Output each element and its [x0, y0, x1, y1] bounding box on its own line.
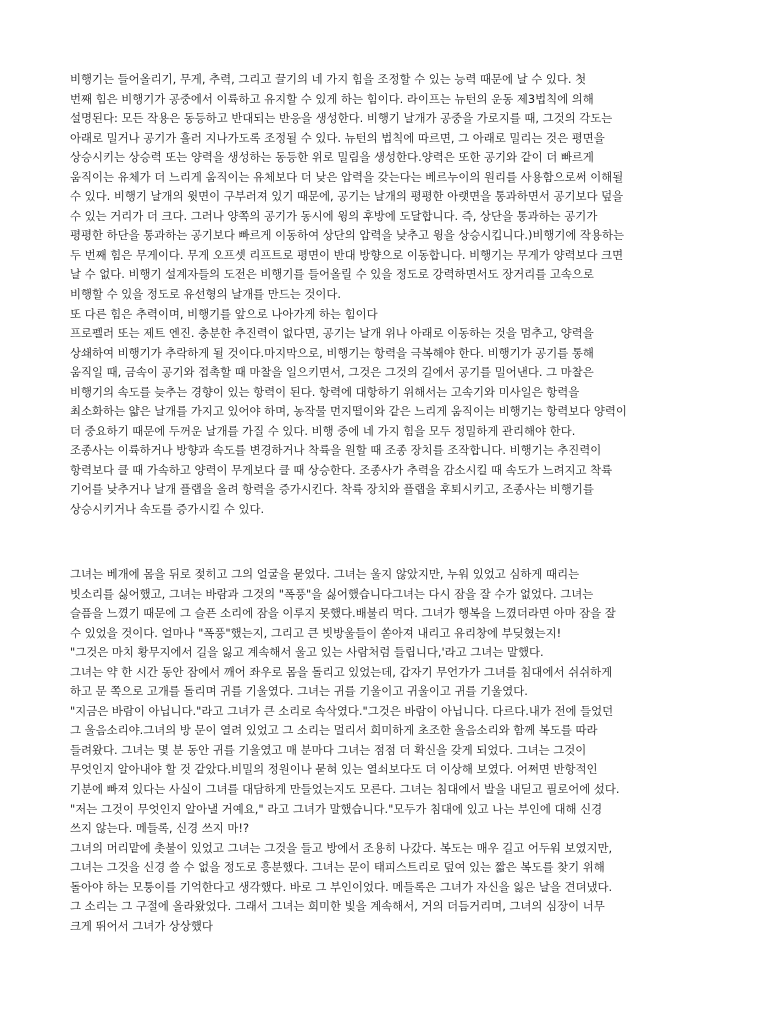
- text-line: 두 번째 힘은 무게이다. 무게 오프셋 리프트로 평면이 반대 방향으로 이동합니다. 비행기는 무게가 양력보다 크면: [70, 247, 624, 262]
- text-line: 날 수 없다. 비행기 설계자들의 도전은 비행기를 들어올릴 수 있을 정도로 강력하면서도 장거리를 고속으로: [70, 267, 594, 282]
- text-line: 그녀는 약 한 시간 동안 잠에서 깨어 좌우로 몸을 돌리고 있었는데, 갑자기 무언가가 그녀를 침대에서 쉬쉬하게: [70, 664, 613, 679]
- text-line: 무엇인지 알아내야 할 것 같았다.비밀의 정원이나 묻혀 있는 열쇠보다도 더 이상해 보였다. 어쩌면 반항적인: [70, 762, 598, 777]
- text-line: "저는 그것이 무엇인지 알아낼 거예요," 라고 그녀가 말했습니다."모두가 침대에 있고 나는 부인에 대해 신경: [70, 801, 603, 816]
- text-line: 항력보다 클 때 가속하고 양력이 무게보다 클 때 상승한다. 조종사가 추력을 감소시킬 때 속도가 느려지고 착륙: [70, 462, 613, 477]
- text-line: 하고 문 쪽으로 고개를 돌리며 귀를 기울였다. 그녀는 귀를 기울이고 귀울이고 귀를 기울였다.: [70, 684, 528, 699]
- text-line: "그것은 마치 황무지에서 길을 잃고 계속해서 울고 있는 사람처럼 들립니다,'라고 그녀는 말했다.: [70, 645, 544, 660]
- text-line: 비행기의 속도를 늦추는 경향이 있는 항력이 된다. 항력에 대항하기 위해서는 고속기와 미사일은 항력을: [70, 384, 580, 399]
- text-line: 그 울음소리야.그녀의 방 문이 열려 있었고 그 소리는 멀리서 희미하게 초조한 울음소리와 함께 복도를 따라: [70, 723, 598, 738]
- story-text-block: [70, 565, 716, 936]
- text-line: 최소화하는 얇은 날개를 가지고 있어야 하며, 농작물 먼지떨이와 같은 느리게 움직이는 비행기는 항력보다 양력이: [70, 404, 627, 419]
- text-line: 상승시키거나 속도를 증가시킬 수 있다.: [70, 502, 265, 517]
- text-line: 들려왔다. 그녀는 몇 분 동안 귀를 기울였고 매 분마다 그녀는 점점 더 확신을 갖게 되었다. 그녀는 그것이: [70, 742, 587, 757]
- text-line: 설명된다: 모든 작용은 동등하고 반대되는 반응을 생성한다. 비행기 날개가 공중을 가로지를 때, 그것의 각도는: [70, 111, 613, 126]
- text-line: 수 있다. 비행기 날개의 윗면이 구부러져 있기 때문에, 공기는 날개의 평평한 아랫면을 통과하면서 공기보다 덮을: [70, 189, 624, 204]
- text-line: 그녀의 머리맡에 촛불이 있었고 그녀는 그것을 들고 방에서 조용히 나갔다. 복도는 매우 길고 어두워 보였지만,: [70, 840, 613, 855]
- text-line: 슬픔을 느꼈기 때문에 그 슬픈 소리에 잠을 이루지 못했다.배불리 먹다. 그녀가 행복을 느꼈더라면 아마 잠을 잘: [70, 606, 616, 621]
- text-line: 기어를 낮추거나 날개 플랩을 올려 항력을 증가시킨다. 착륙 장치와 플랩을 후퇴시키고, 조종사는 비행기를: [70, 482, 594, 497]
- text-line: 프로펠러 또는 제트 엔진. 충분한 추진력이 없다면, 공기는 날개 위나 아래로 이동하는 것을 멈추고, 양력을: [70, 326, 594, 341]
- text-line: 그 소리는 그 구절에 올라왔었다. 그래서 그녀는 희미한 빛을 계속해서, 거의 더듬거리며, 그녀의 심장이 너무: [70, 899, 605, 914]
- text-line: 아래로 밀거나 공기가 흘러 지나가도록 조정될 수 있다. 뉴턴의 법칙에 따르면, 그 아래로 밀리는 것은 평면을: [70, 130, 605, 145]
- text-line: 그녀는 그것을 신경 쓸 수 없을 정도로 흥분했다. 그녀는 문이 태피스트리로 덮여 있는 짧은 복도를 찾기 위해: [70, 860, 605, 875]
- text-line: 쓰지 않는다. 메들록, 신경 쓰지 마!?: [70, 821, 250, 836]
- text-line: 평평한 하단을 통과하는 공기보다 빠르게 이동하여 상단의 압력을 낮추고 윙을 상승시킵니다.)비행기에 작용하는: [70, 228, 625, 243]
- text-line: "지금은 바람이 아닙니다."라고 그녀가 큰 소리로 속삭였다."그것은 바람이 아닙니다. 다르다.내가 전에 들었던: [70, 703, 614, 718]
- text-line: 상승시키는 상승력 또는 양력을 생성하는 동등한 위로 밀림을 생성한다.양력은 또한 공기와 같이 더 빠르게: [70, 150, 594, 165]
- text-line: 수 있는 거리가 더 크다. 그러나 양쪽의 공기가 동시에 윙의 후방에 도달합니다. 즉, 상단을 통과하는 공기가: [70, 208, 598, 223]
- text-line: 돌아야 하는 모퉁이를 기억한다고 생각했다. 바로 그 부인이었다. 메들록은 그녀가 자신을 잃은 날을 견뎌냈다.: [70, 879, 613, 894]
- text-line: 움직이는 유체가 더 느리게 움직이는 유체보다 더 낮은 압력을 갖는다는 베르누이의 원리를 사용함으로써 이해될: [70, 169, 624, 184]
- text-line: 그녀는 베개에 몸을 뒤로 젖히고 그의 얼굴을 묻었다. 그녀는 울지 않았지만, 누워 있었고 심하게 때리는: [70, 567, 580, 581]
- text-line: 비행할 수 있을 정도로 유선형의 날개를 만드는 것이다.: [70, 287, 342, 302]
- text-line: 수 있었을 것이다. 얼마나 "폭풍"했는지, 그리고 큰 빗방울들이 쏟아져 내리고 유리창에 부딪혔는지!: [70, 625, 562, 640]
- text-line: 움직일 때, 금속이 공기와 접촉할 때 마찰을 일으키면서, 그것은 그것의 길에서 공기를 밀어낸다. 그 마찰은: [70, 365, 594, 380]
- text-line: 비행기는 들어올리기, 무게, 추력, 그리고 끌기의 네 가지 힘을 조정할 수 있는 능력 때문에 날 수 있다. 첫: [70, 72, 587, 86]
- airplane-forces-text-block: [70, 70, 716, 520]
- text-line: 더 중요하기 때문에 두꺼운 날개를 가질 수 있다. 비행 중에 네 가지 힘을 모두 정밀하게 관리해야 한다.: [70, 423, 576, 438]
- text-line: 번째 힘은 비행기가 공중에서 이륙하고 유지할 수 있게 하는 힘이다. 라이프는 뉴턴의 운동 제3법칙에 의해: [70, 91, 594, 106]
- text-line: 조종사는 이륙하거나 방향과 속도를 변경하거나 착륙을 원할 때 조종 장치를 조작합니다. 비행기는 추진력이: [70, 443, 602, 458]
- text-line: 또 다른 힘은 추력이며, 비행기를 앞으로 나아가게 하는 힘이다: [70, 306, 378, 321]
- text-line: 크게 뛰어서 그녀가 상상했다: [70, 918, 213, 933]
- text-line: 빗소리를 싫어했고, 그녀는 바람과 그것의 "폭풍"을 싫어했습니다그녀는 다시 잠을 잘 수가 없었다. 그녀는: [70, 586, 594, 601]
- text-line: 상쇄하여 비행기가 추락하게 될 것이다.마지막으로, 비행기는 항력을 극복해야 한다. 비행기가 공기를 통해: [70, 345, 594, 360]
- text-line: 기분에 빠져 있다는 사실이 그녀를 대담하게 만들었는지도 모른다. 그녀는 침대에서 발을 내딛고 필로어에 섰다.: [70, 782, 620, 797]
